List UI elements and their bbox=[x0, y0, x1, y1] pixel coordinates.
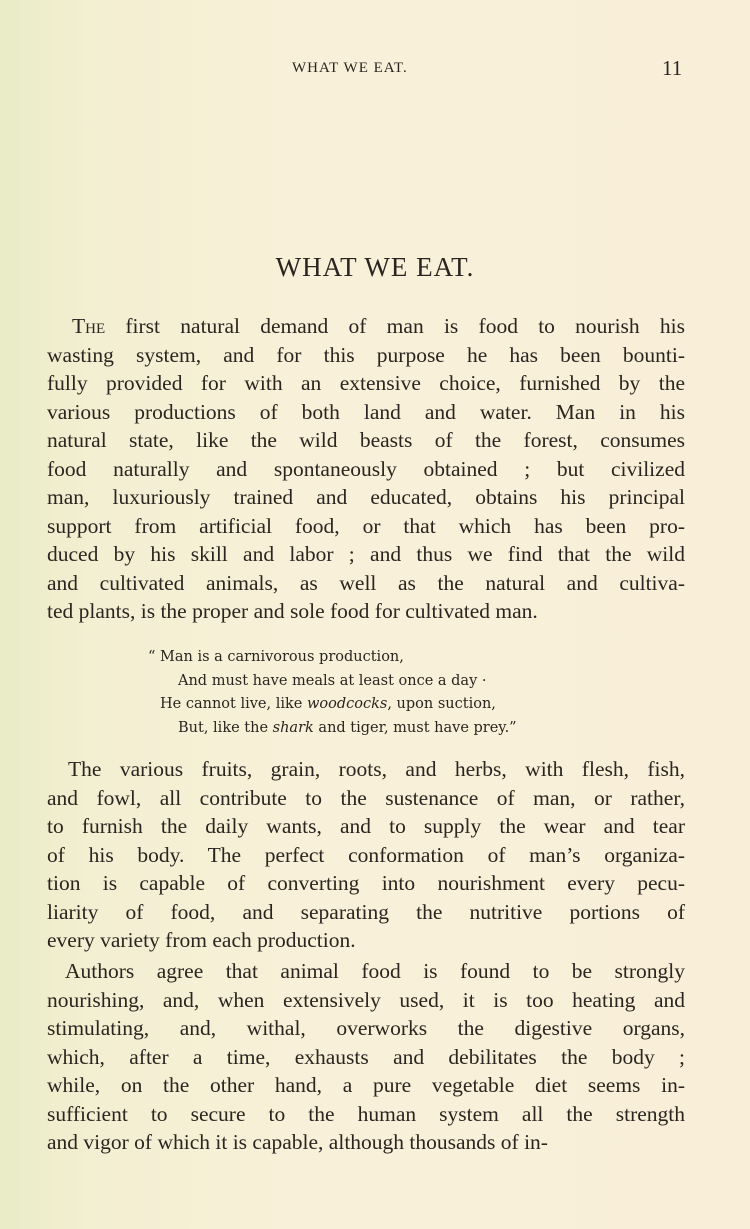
text-line: nourishing, and, when extensively used, it is too heating and bbox=[47, 987, 685, 1012]
text-segment: , upon suction, bbox=[387, 696, 496, 712]
text-segment: “ Man is a carnivorous production, bbox=[148, 649, 404, 665]
text-line: natural state, like the wild beasts of the forest, consumes bbox=[47, 428, 685, 452]
text-segment: But, like the bbox=[178, 719, 273, 736]
text-line: support from artificial food, or that which has been pro- bbox=[47, 513, 685, 538]
text-line: The various fruits, grain, roots, and herbs, with flesh, fish, bbox=[68, 757, 685, 781]
running-head bbox=[0, 58, 750, 82]
text-line: and fowl, all contribute to the sustenance of man, or rather, bbox=[47, 785, 685, 810]
text-line: which, after a time, exhausts and debilitates the body ; bbox=[47, 1044, 685, 1069]
page-number: 11 bbox=[662, 56, 683, 80]
text-line: stimulating, and, withal, overworks the digestive organs, bbox=[47, 1016, 685, 1040]
poem-line bbox=[148, 670, 517, 694]
text-segment: And must have meals at least once a day · bbox=[178, 672, 487, 689]
text-line: wasting system, and for this purpose he has been bounti- bbox=[47, 342, 685, 367]
poem-line bbox=[148, 646, 517, 670]
poem-quotation bbox=[148, 646, 517, 740]
text-line: to furnish the daily wants, and to supply the wear and tear bbox=[47, 814, 685, 838]
text-line: liarity of food, and separating the nutritive portions of bbox=[47, 899, 685, 924]
paragraph-3 bbox=[47, 957, 685, 1157]
paragraph-1 bbox=[47, 312, 685, 626]
text-line: tion is capable of converting into nourishment every pecu- bbox=[47, 871, 685, 895]
text-line: various productions of both land and water. Man in his bbox=[47, 399, 685, 424]
text-line: sufficient to secure to the human system all the strength bbox=[47, 1101, 685, 1126]
text-line: and cultivated animals, as well as the natural and cultiva- bbox=[47, 570, 685, 595]
text-line: duced by his skill and labor ; and thus we find that the wild bbox=[47, 542, 685, 566]
text-line: Authors agree that animal food is found to be strongly bbox=[65, 959, 685, 983]
text-line: fully provided for with an extensive choice, furnished by the bbox=[47, 371, 685, 395]
text-line: while, on the other hand, a pure vegetable diet seems in- bbox=[47, 1073, 685, 1097]
text-segment: and tiger, must have prey.” bbox=[313, 719, 517, 736]
chapter-title: WHAT WE EAT. bbox=[275, 252, 475, 282]
lead-word: The bbox=[72, 314, 106, 338]
italic-word: shark bbox=[272, 719, 314, 736]
text-segment: He cannot live, like bbox=[160, 696, 307, 712]
poem-line bbox=[148, 693, 517, 717]
text-line: and vigor of which it is capable, although thousands of in- bbox=[47, 1130, 548, 1154]
text-line: every variety from each production. bbox=[47, 928, 356, 952]
poem-line bbox=[148, 717, 517, 741]
text-line: food naturally and spontaneously obtained ; but civilized bbox=[47, 456, 685, 481]
text-line: of his body. The perfect conformation of man’s organiza- bbox=[47, 842, 685, 867]
text-line: The first natural demand of man is food to nourish his bbox=[72, 314, 685, 338]
running-head-title: WHAT WE EAT. bbox=[292, 60, 408, 76]
text-line: man, luxuriously trained and educated, obtains his principal bbox=[47, 485, 685, 509]
text-line: ted plants, is the proper and sole food for cultivated man. bbox=[47, 599, 538, 623]
paragraph-2 bbox=[47, 755, 685, 955]
italic-word: woodcocks bbox=[306, 696, 388, 712]
